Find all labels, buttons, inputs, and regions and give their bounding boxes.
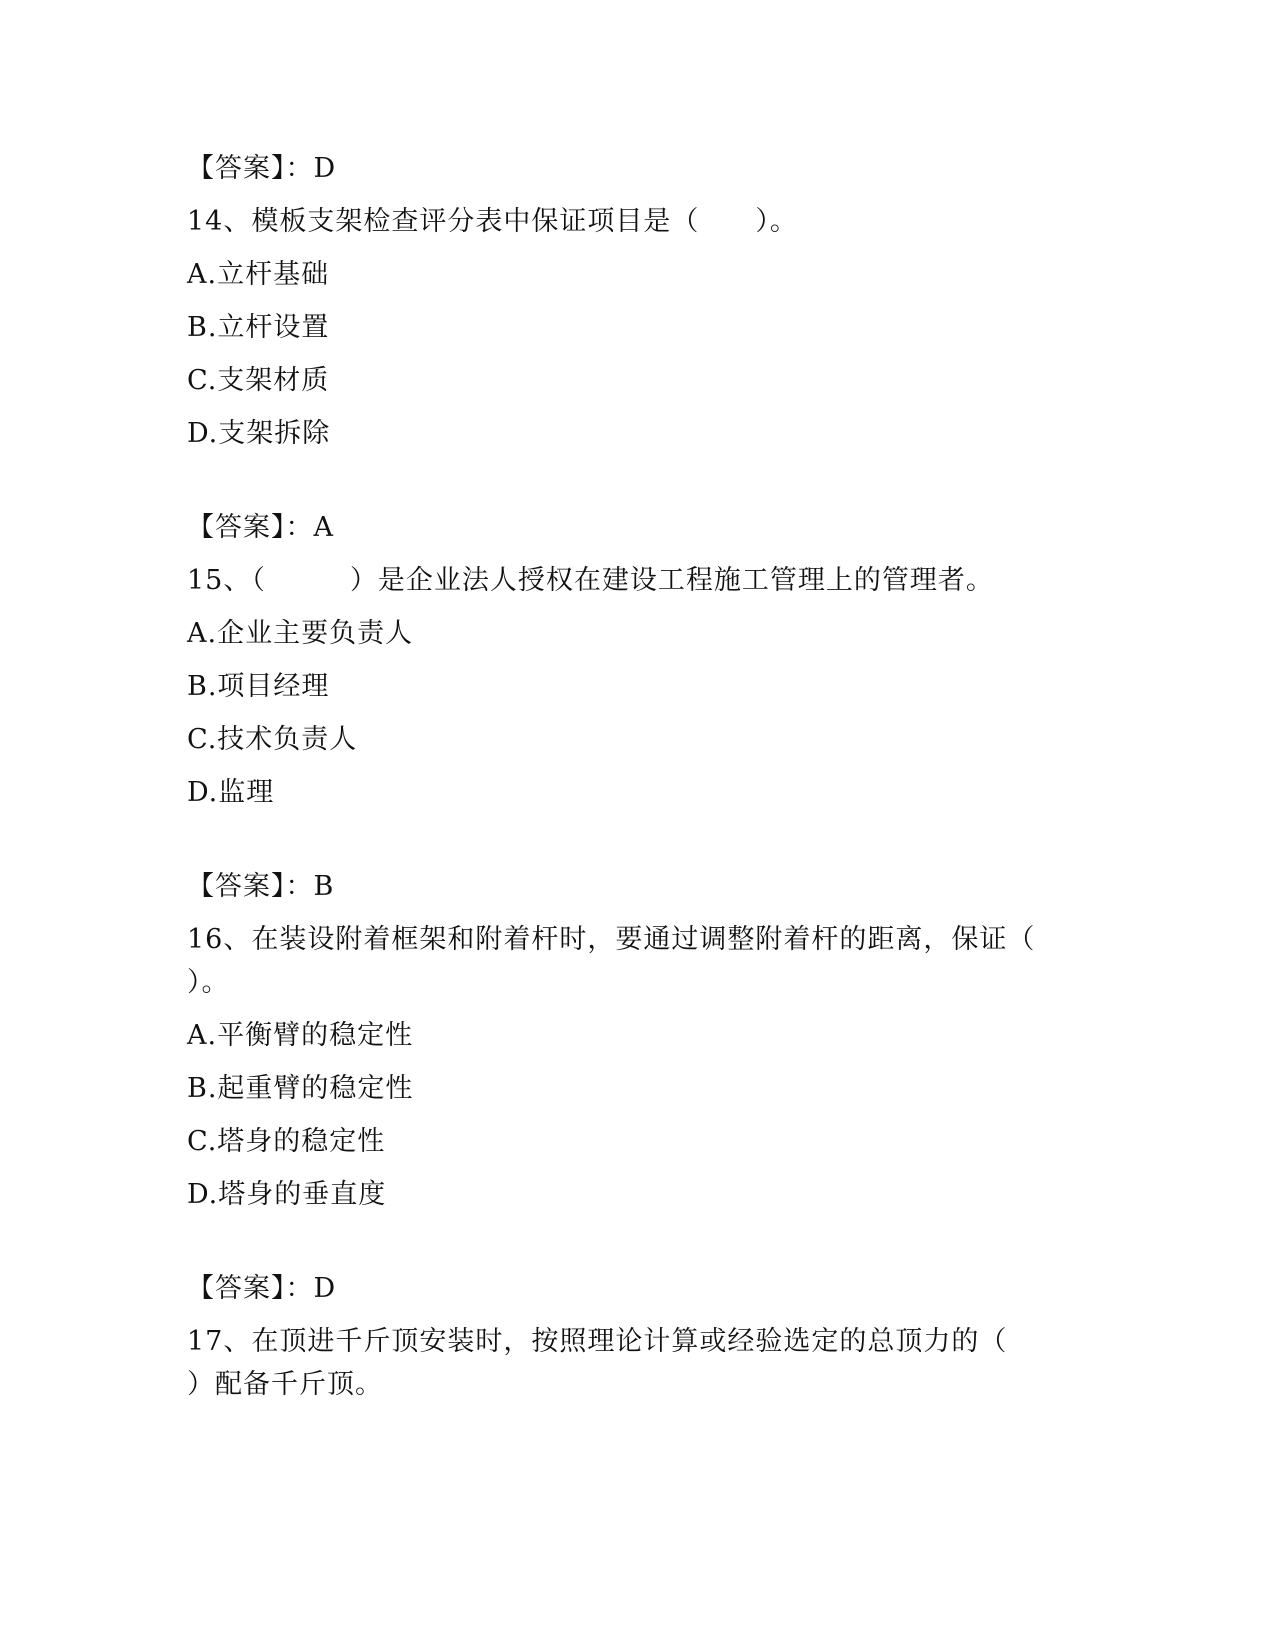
option-15-d: D.监理 (187, 777, 275, 808)
option-16-d: D.塔身的垂直度 (187, 1179, 387, 1210)
option-16-c: C.塔身的稳定性 (187, 1126, 386, 1157)
option-14-d: D.支架拆除 (187, 418, 331, 449)
option-15-b: B.项目经理 (187, 671, 330, 702)
question-17-continued: ）配备千斤顶。 (187, 1369, 383, 1400)
option-15-a: A.企业主要负责人 (187, 618, 414, 649)
option-14-a: A.立杆基础 (187, 259, 330, 290)
option-15-c: C.技术负责人 (187, 724, 358, 755)
option-14-b: B.立杆设置 (187, 312, 330, 343)
option-16-b: B.起重臂的稳定性 (187, 1073, 414, 1104)
question-16: 16、在装设附着框架和附着杆时，要通过调整附着杆的距离，保证（ (187, 924, 1036, 955)
answer-16: 【答案】：D (187, 1273, 337, 1304)
answer-14: 【答案】：A (187, 512, 334, 543)
question-15: 15、（ ）是企业法人授权在建设工程施工管理上的管理者。 (187, 565, 994, 596)
option-14-c: C.支架材质 (187, 365, 330, 396)
answer-13: 【答案】：D (187, 153, 337, 184)
answer-15: 【答案】：B (187, 871, 335, 902)
question-17: 17、在顶进千斤顶安装时，按照理论计算或经验选定的总顶力的（ (187, 1326, 1008, 1357)
option-16-a: A.平衡臂的稳定性 (187, 1020, 414, 1051)
question-14: 14、模板支架检查评分表中保证项目是（ ）。 (187, 206, 798, 237)
question-16-continued: ）。 (187, 967, 230, 998)
